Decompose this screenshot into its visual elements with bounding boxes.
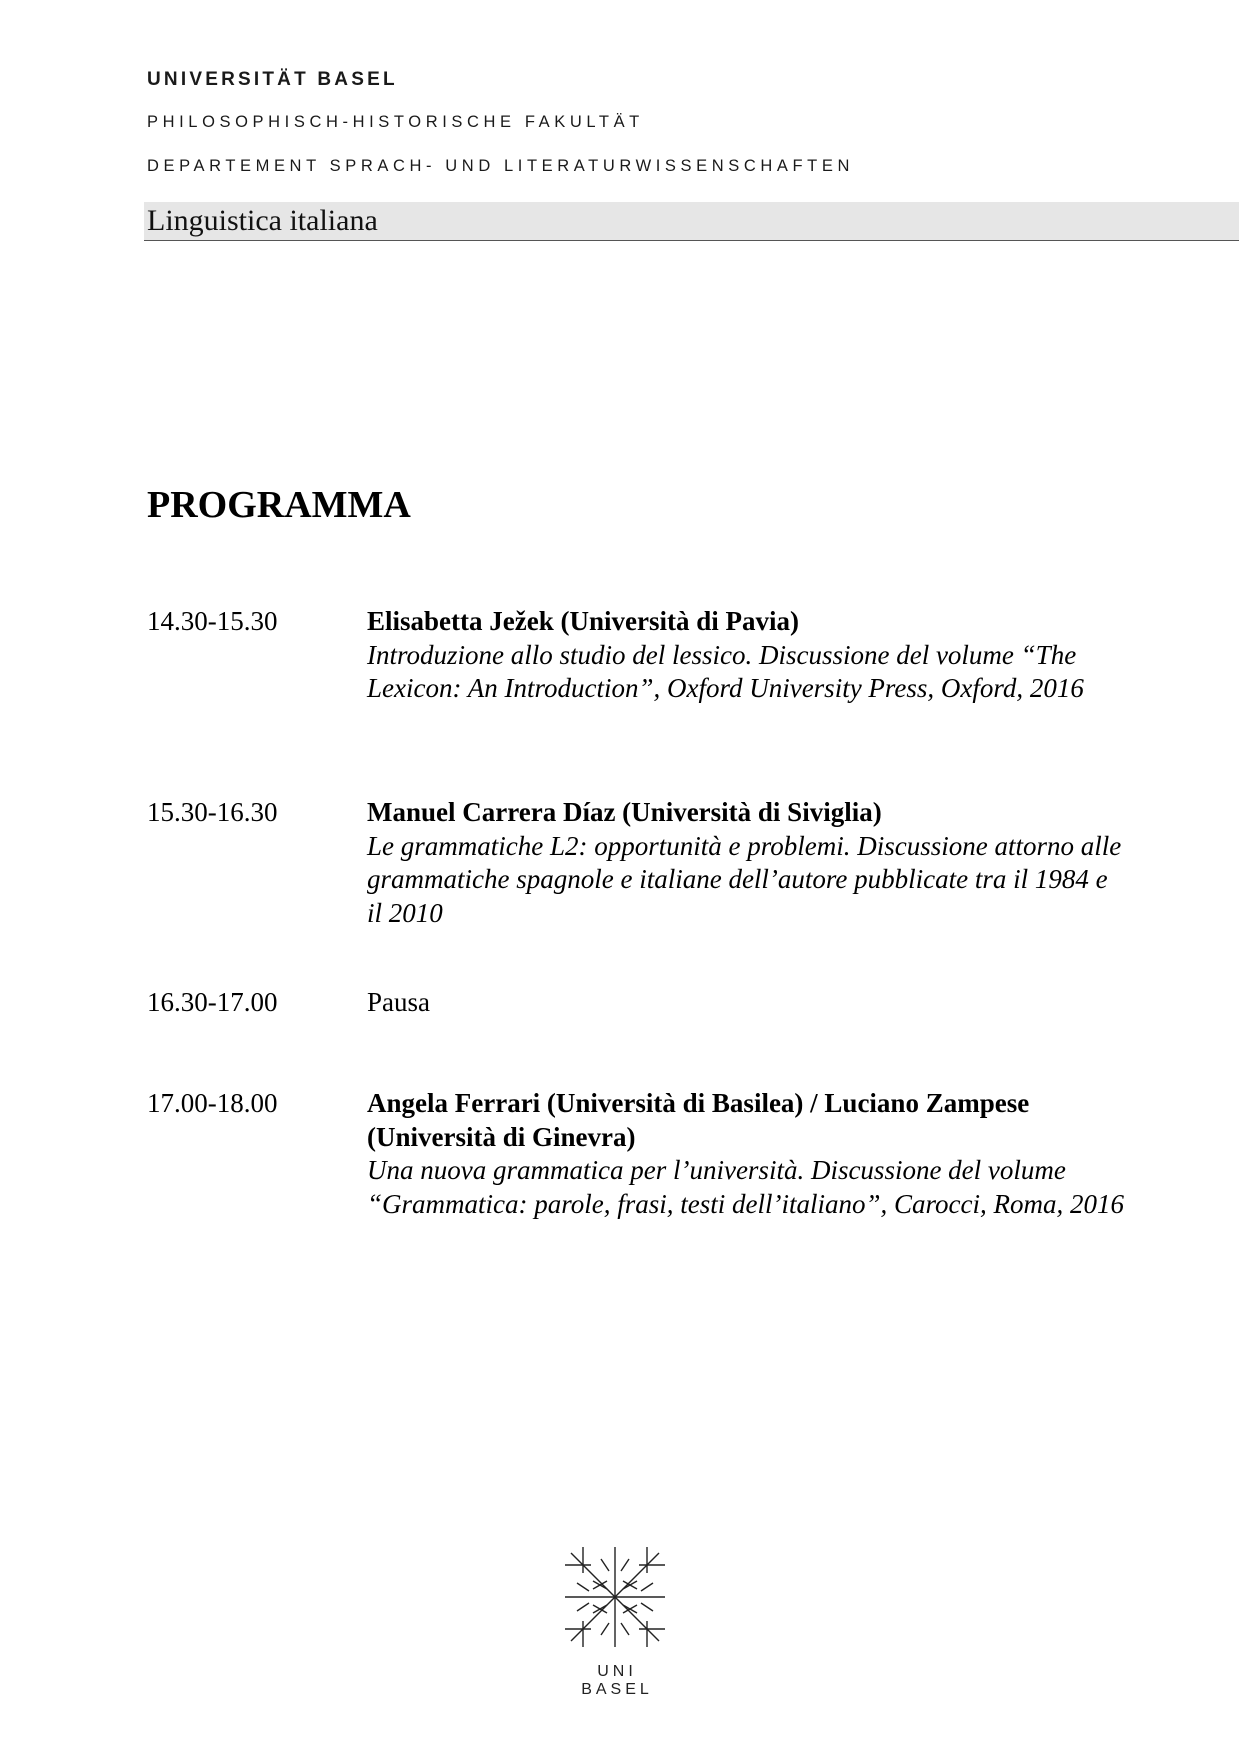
program-speaker: Manuel Carrera Díaz (Università di Siviglia) [367,797,882,827]
program-time: 14.30-15.30 [147,606,278,636]
program-talk: Introduzione allo studio del lessico. Discussione del volume “The Lexicon: An Introduction”, Oxford University Press, Oxford, 2016 [367,639,1084,703]
university-logo [560,1545,670,1699]
program-content [367,1087,1127,1221]
section-bar [144,202,1239,241]
program-content [367,796,1127,930]
logo-text-uni: UNI [597,1663,637,1680]
uni-basel-logo-icon [563,1545,667,1649]
program-content [367,986,1127,1020]
logo-text-basel: BASEL [581,1681,653,1698]
section-title: Linguistica italiana [147,204,378,237]
department-name: DEPARTEMENT SPRACH- UND LITERATURWISSENSCHAFTEN [147,157,854,175]
program-content [367,605,1127,706]
program-break-label: Pausa [367,987,430,1017]
program-talk: Una nuova grammatica per l’università. Discussione del volume “Grammatica: parole, frasi, testi dell’italiano”, Carocci, Roma, 2016 [367,1155,1124,1219]
faculty-name: PHILOSOPHISCH-HISTORISCHE FAKULTÄT [147,113,644,131]
program-speaker: Angela Ferrari (Università di Basilea) / Luciano Zampese (Università di Ginevra) [367,1088,1030,1152]
program-time: 17.00-18.00 [147,1088,278,1118]
page-title: PROGRAMMA [147,484,411,526]
program-talk: Le grammatiche L2: opportunità e problemi. Discussione attorno alle grammatiche spagnole e italiane dell’autore pubblicate tra il 1984 e il 2010 [367,830,1122,928]
program-time: 15.30-16.30 [147,797,278,827]
program-time: 16.30-17.00 [147,987,278,1017]
university-name: UNIVERSITÄT BASEL [147,69,398,90]
program-speaker: Elisabetta Ježek (Università di Pavia) [367,606,799,636]
